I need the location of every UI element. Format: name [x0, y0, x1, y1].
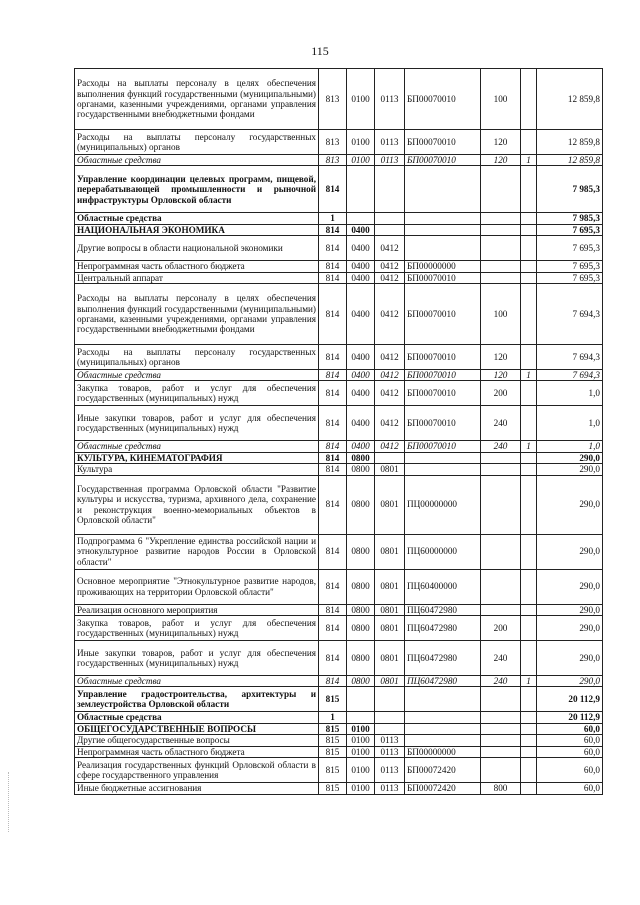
- row-pr: 0801: [375, 475, 405, 534]
- row-cs: БП00070010: [405, 406, 481, 441]
- row-name: Подпрограмма 6 "Укрепление единства российской нации и этнокультурное развитие народов России в Орловской области": [75, 534, 319, 569]
- row-vr: [481, 604, 521, 615]
- row-vr: [481, 464, 521, 475]
- row-rz: 0100: [347, 155, 375, 166]
- row-cs: [405, 166, 481, 213]
- row-gr: 813: [319, 130, 347, 155]
- row-cs: БП00070010: [405, 130, 481, 155]
- row-rz: 0800: [347, 604, 375, 615]
- row-gr: 815: [319, 723, 347, 734]
- row-cs: БП00070010: [405, 69, 481, 130]
- row-cs: [405, 687, 481, 712]
- row-rz: 0400: [347, 284, 375, 345]
- row-gr: 813: [319, 155, 347, 166]
- row-sum: 60,0: [537, 746, 603, 757]
- row-cs: БП00070010: [405, 441, 481, 452]
- row-rz: 0100: [347, 723, 375, 734]
- row-sum: 290,0: [537, 534, 603, 569]
- row-sum: 290,0: [537, 676, 603, 687]
- row-gr: 1: [319, 213, 347, 224]
- row-rz: 0400: [347, 261, 375, 272]
- row-sum: 290,0: [537, 452, 603, 463]
- row-gr: 814: [319, 452, 347, 463]
- table-row: [75, 452, 603, 463]
- row-rz: 0400: [347, 224, 375, 235]
- row-cs: [405, 723, 481, 734]
- row-src: [521, 758, 537, 783]
- row-rz: 0100: [347, 746, 375, 757]
- row-rz: 0800: [347, 676, 375, 687]
- row-rz: 0800: [347, 475, 375, 534]
- row-gr: 815: [319, 687, 347, 712]
- row-sum: 12 859,8: [537, 130, 603, 155]
- row-src: [521, 261, 537, 272]
- row-src: [521, 783, 537, 794]
- row-pr: 0113: [375, 746, 405, 757]
- table-row: [75, 406, 603, 441]
- table-row: [75, 464, 603, 475]
- row-vr: 120: [481, 130, 521, 155]
- table-row: [75, 641, 603, 676]
- row-pr: [375, 452, 405, 463]
- table-row: [75, 370, 603, 381]
- row-gr: 814: [319, 464, 347, 475]
- row-pr: 0412: [375, 406, 405, 441]
- row-vr: [481, 534, 521, 569]
- row-vr: 100: [481, 284, 521, 345]
- row-name: Областные средства: [75, 213, 319, 224]
- row-pr: [375, 213, 405, 224]
- row-vr: [481, 712, 521, 723]
- table-row: [75, 758, 603, 783]
- table-row: [75, 735, 603, 746]
- row-name: Иные закупки товаров, работ и услуг для обеспечения государственных (муниципальных) нужд: [75, 641, 319, 676]
- row-src: [521, 69, 537, 130]
- table-row: [75, 676, 603, 687]
- row-vr: 200: [481, 381, 521, 406]
- row-name: Непрограммная часть областного бюджета: [75, 746, 319, 757]
- row-gr: 814: [319, 569, 347, 604]
- row-src: 1: [521, 370, 537, 381]
- row-src: [521, 735, 537, 746]
- row-name: Непрограммная часть областного бюджета: [75, 261, 319, 272]
- row-pr: 0412: [375, 441, 405, 452]
- table-row: [75, 569, 603, 604]
- row-gr: 814: [319, 534, 347, 569]
- table-row: [75, 155, 603, 166]
- row-src: [521, 166, 537, 213]
- row-gr: 815: [319, 735, 347, 746]
- row-src: [521, 236, 537, 261]
- row-name: Реализация государственных функций Орловской области в сфере государственного управления: [75, 758, 319, 783]
- row-src: [521, 616, 537, 641]
- row-name: Областные средства: [75, 676, 319, 687]
- row-rz: [347, 712, 375, 723]
- table-row: [75, 166, 603, 213]
- row-gr: 815: [319, 783, 347, 794]
- row-rz: 0100: [347, 735, 375, 746]
- row-sum: 290,0: [537, 604, 603, 615]
- row-src: [521, 406, 537, 441]
- row-gr: 1: [319, 712, 347, 723]
- table-row: [75, 345, 603, 370]
- row-rz: [347, 166, 375, 213]
- row-src: [521, 381, 537, 406]
- row-pr: 0412: [375, 345, 405, 370]
- row-pr: 0412: [375, 261, 405, 272]
- row-src: [521, 746, 537, 757]
- row-src: [521, 284, 537, 345]
- row-sum: 20 112,9: [537, 712, 603, 723]
- row-pr: 0412: [375, 236, 405, 261]
- row-pr: 0801: [375, 676, 405, 687]
- row-name: Областные средства: [75, 441, 319, 452]
- row-src: [521, 213, 537, 224]
- row-pr: [375, 166, 405, 213]
- row-gr: 814: [319, 370, 347, 381]
- row-rz: 0800: [347, 534, 375, 569]
- row-cs: [405, 236, 481, 261]
- row-vr: 120: [481, 155, 521, 166]
- row-vr: 240: [481, 406, 521, 441]
- row-gr: 814: [319, 345, 347, 370]
- row-sum: 12 859,8: [537, 69, 603, 130]
- row-sum: 1,0: [537, 381, 603, 406]
- row-sum: 60,0: [537, 723, 603, 734]
- row-cs: БП00072420: [405, 758, 481, 783]
- row-src: [521, 464, 537, 475]
- row-cs: [405, 213, 481, 224]
- row-src: [521, 130, 537, 155]
- row-vr: [481, 746, 521, 757]
- row-vr: [481, 224, 521, 235]
- row-name: Областные средства: [75, 712, 319, 723]
- row-name: ОБЩЕГОСУДАРСТВЕННЫЕ ВОПРОСЫ: [75, 723, 319, 734]
- row-name: Закупка товаров, работ и услуг для обеспечения государственных (муниципальных) нужд: [75, 616, 319, 641]
- table-row: [75, 783, 603, 794]
- row-gr: 814: [319, 616, 347, 641]
- row-src: [521, 723, 537, 734]
- row-sum: 60,0: [537, 758, 603, 783]
- table-row: [75, 604, 603, 615]
- row-src: 1: [521, 441, 537, 452]
- row-src: [521, 569, 537, 604]
- row-vr: 240: [481, 641, 521, 676]
- row-name: Управление координации целевых программ, пищевой, перерабатывающей промышленности и рыночной инфраструктуры Орловской области: [75, 166, 319, 213]
- row-sum: 7 985,3: [537, 166, 603, 213]
- row-vr: [481, 213, 521, 224]
- row-gr: 814: [319, 272, 347, 283]
- row-rz: 0400: [347, 272, 375, 283]
- row-cs: ПЦ60472980: [405, 616, 481, 641]
- row-name: КУЛЬТУРА, КИНЕМАТОГРАФИЯ: [75, 452, 319, 463]
- row-name: Закупка товаров, работ и услуг для обеспечения государственных (муниципальных) нужд: [75, 381, 319, 406]
- row-sum: 1,0: [537, 441, 603, 452]
- row-sum: 290,0: [537, 616, 603, 641]
- row-sum: 60,0: [537, 735, 603, 746]
- row-cs: [405, 452, 481, 463]
- row-rz: 0400: [347, 406, 375, 441]
- row-cs: [405, 464, 481, 475]
- table-row: [75, 723, 603, 734]
- row-cs: БП00070010: [405, 272, 481, 283]
- row-sum: 7 695,3: [537, 236, 603, 261]
- row-name: Другие вопросы в области национальной экономики: [75, 236, 319, 261]
- row-rz: 0100: [347, 130, 375, 155]
- row-gr: 814: [319, 475, 347, 534]
- row-src: [521, 604, 537, 615]
- row-rz: 0100: [347, 758, 375, 783]
- row-src: [521, 272, 537, 283]
- row-name: Расходы на выплаты персоналу в целях обеспечения выполнения функций государственными (муниципальными) органами, казенными учреждениями, органами управления государственными внебюджетными фондами: [75, 69, 319, 130]
- row-gr: 814: [319, 441, 347, 452]
- row-pr: 0801: [375, 464, 405, 475]
- row-cs: ПЦ60472980: [405, 676, 481, 687]
- page-number: 115: [311, 44, 329, 58]
- row-pr: 0801: [375, 569, 405, 604]
- table-row: [75, 261, 603, 272]
- row-gr: 814: [319, 406, 347, 441]
- row-rz: 0400: [347, 381, 375, 406]
- row-cs: БП00070010: [405, 155, 481, 166]
- row-vr: [481, 166, 521, 213]
- row-sum: 60,0: [537, 783, 603, 794]
- row-cs: БП00000000: [405, 746, 481, 757]
- row-vr: 120: [481, 370, 521, 381]
- row-gr: 814: [319, 381, 347, 406]
- row-vr: 240: [481, 676, 521, 687]
- row-name: Другие общегосударственные вопросы: [75, 735, 319, 746]
- row-name: НАЦИОНАЛЬНАЯ ЭКОНОМИКА: [75, 224, 319, 235]
- row-sum: 290,0: [537, 464, 603, 475]
- row-sum: 1,0: [537, 406, 603, 441]
- table-row: [75, 69, 603, 130]
- row-pr: 0412: [375, 370, 405, 381]
- row-pr: 0412: [375, 284, 405, 345]
- row-cs: [405, 735, 481, 746]
- row-vr: [481, 758, 521, 783]
- table-row: [75, 534, 603, 569]
- row-gr: 815: [319, 758, 347, 783]
- row-vr: [481, 452, 521, 463]
- row-vr: [481, 272, 521, 283]
- row-sum: 7 695,3: [537, 261, 603, 272]
- row-sum: 7 985,3: [537, 213, 603, 224]
- row-vr: [481, 569, 521, 604]
- row-cs: ПЦ60000000: [405, 534, 481, 569]
- table-row: [75, 441, 603, 452]
- row-src: [521, 345, 537, 370]
- row-rz: 0100: [347, 69, 375, 130]
- table-row: [75, 284, 603, 345]
- row-gr: 814: [319, 166, 347, 213]
- row-cs: ПЦ60400000: [405, 569, 481, 604]
- row-pr: 0113: [375, 783, 405, 794]
- scan-margin-mark: [8, 772, 10, 832]
- row-name: Государственная программа Орловской области "Развитие культуры и искусства, туризма, архивного дела, сохранение и реконструкция военно-мемориальных объектов в Орловской области": [75, 475, 319, 534]
- row-rz: 0100: [347, 783, 375, 794]
- row-rz: 0400: [347, 370, 375, 381]
- row-name: Центральный аппарат: [75, 272, 319, 283]
- row-rz: 0400: [347, 345, 375, 370]
- row-cs: БП00072420: [405, 783, 481, 794]
- row-src: [521, 641, 537, 676]
- row-sum: 7 694,3: [537, 345, 603, 370]
- row-pr: 0801: [375, 616, 405, 641]
- row-cs: БП00070010: [405, 381, 481, 406]
- budget-table: [74, 68, 603, 795]
- row-name: Культура: [75, 464, 319, 475]
- table-row: [75, 213, 603, 224]
- row-cs: БП00070010: [405, 370, 481, 381]
- row-pr: 0113: [375, 130, 405, 155]
- row-sum: 7 694,3: [537, 284, 603, 345]
- row-cs: БП00000000: [405, 261, 481, 272]
- row-src: 1: [521, 676, 537, 687]
- table-row: [75, 272, 603, 283]
- row-cs: БП00070010: [405, 345, 481, 370]
- row-vr: 240: [481, 441, 521, 452]
- row-vr: 100: [481, 69, 521, 130]
- row-src: [521, 224, 537, 235]
- row-pr: 0113: [375, 735, 405, 746]
- row-vr: [481, 475, 521, 534]
- table-row: [75, 475, 603, 534]
- row-sum: 7 695,3: [537, 272, 603, 283]
- row-name: Расходы на выплаты персоналу государственных (муниципальных) органов: [75, 345, 319, 370]
- table-row: [75, 687, 603, 712]
- table-row: [75, 712, 603, 723]
- row-gr: 813: [319, 69, 347, 130]
- row-name: Иные бюджетные ассигнования: [75, 783, 319, 794]
- row-pr: 0113: [375, 69, 405, 130]
- row-pr: [375, 712, 405, 723]
- row-vr: 800: [481, 783, 521, 794]
- row-pr: [375, 723, 405, 734]
- table-row: [75, 130, 603, 155]
- row-pr: 0412: [375, 381, 405, 406]
- row-name: Основное мероприятие "Этнокультурное развитие народов, проживающих на территории Орловской области": [75, 569, 319, 604]
- row-vr: [481, 723, 521, 734]
- row-src: [521, 452, 537, 463]
- row-vr: 200: [481, 616, 521, 641]
- row-name: Реализация основного мероприятия: [75, 604, 319, 615]
- row-pr: 0113: [375, 758, 405, 783]
- row-vr: 120: [481, 345, 521, 370]
- row-pr: 0801: [375, 534, 405, 569]
- table-row: [75, 746, 603, 757]
- row-src: [521, 534, 537, 569]
- row-rz: 0800: [347, 616, 375, 641]
- row-pr: 0113: [375, 155, 405, 166]
- row-gr: 814: [319, 284, 347, 345]
- row-src: 1: [521, 155, 537, 166]
- row-src: [521, 712, 537, 723]
- row-name: Областные средства: [75, 370, 319, 381]
- row-pr: 0412: [375, 272, 405, 283]
- row-name: Управление градостроительства, архитектуры и землеустройства Орловской области: [75, 687, 319, 712]
- row-rz: 0400: [347, 236, 375, 261]
- row-rz: 0800: [347, 641, 375, 676]
- row-pr: [375, 224, 405, 235]
- row-rz: 0800: [347, 452, 375, 463]
- row-cs: ПЦ60472980: [405, 604, 481, 615]
- row-src: [521, 687, 537, 712]
- row-rz: 0400: [347, 441, 375, 452]
- row-sum: 7 694,3: [537, 370, 603, 381]
- row-sum: 20 112,9: [537, 687, 603, 712]
- row-name: Иные закупки товаров, работ и услуг для обеспечения государственных (муниципальных) нужд: [75, 406, 319, 441]
- row-cs: БП00070010: [405, 284, 481, 345]
- row-gr: 814: [319, 604, 347, 615]
- row-name: Областные средства: [75, 155, 319, 166]
- row-cs: ПЦ60472980: [405, 641, 481, 676]
- row-gr: 814: [319, 224, 347, 235]
- row-gr: 814: [319, 676, 347, 687]
- row-gr: 814: [319, 236, 347, 261]
- row-gr: 814: [319, 641, 347, 676]
- row-vr: [481, 687, 521, 712]
- row-pr: 0801: [375, 641, 405, 676]
- row-rz: [347, 687, 375, 712]
- table-row: [75, 224, 603, 235]
- row-vr: [481, 236, 521, 261]
- row-cs: [405, 712, 481, 723]
- row-rz: 0800: [347, 464, 375, 475]
- row-sum: 12 859,8: [537, 155, 603, 166]
- table-row: [75, 236, 603, 261]
- row-sum: 290,0: [537, 569, 603, 604]
- table-row: [75, 616, 603, 641]
- row-sum: 7 695,3: [537, 224, 603, 235]
- row-pr: [375, 687, 405, 712]
- row-gr: 814: [319, 261, 347, 272]
- row-rz: [347, 213, 375, 224]
- row-cs: ПЦ00000000: [405, 475, 481, 534]
- row-gr: 815: [319, 746, 347, 757]
- row-sum: 290,0: [537, 641, 603, 676]
- table-row: [75, 381, 603, 406]
- row-vr: [481, 735, 521, 746]
- row-vr: [481, 261, 521, 272]
- row-src: [521, 475, 537, 534]
- row-name: Расходы на выплаты персоналу в целях обеспечения выполнения функций государственными (муниципальными) органами, казенными учреждениями, органами управления государственными внебюджетными фондами: [75, 284, 319, 345]
- row-sum: 290,0: [537, 475, 603, 534]
- row-pr: 0801: [375, 604, 405, 615]
- row-cs: [405, 224, 481, 235]
- row-rz: 0800: [347, 569, 375, 604]
- row-name: Расходы на выплаты персоналу государственных (муниципальных) органов: [75, 130, 319, 155]
